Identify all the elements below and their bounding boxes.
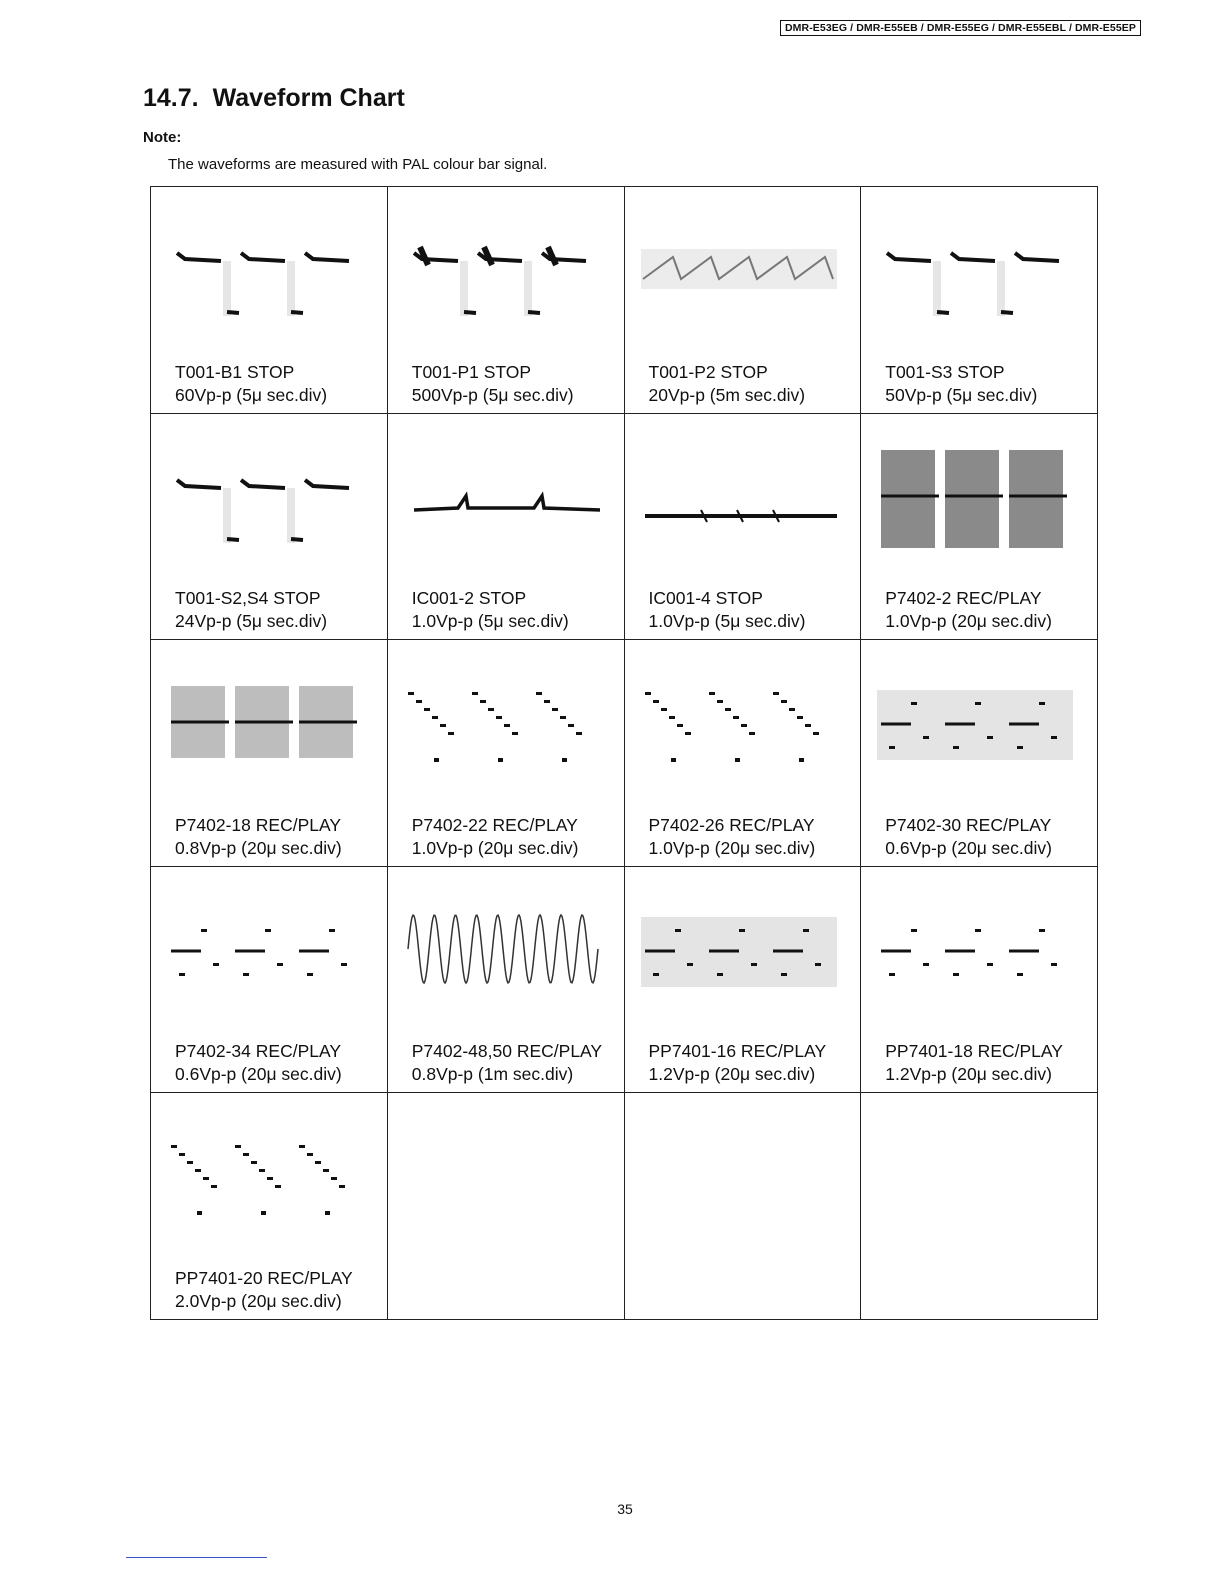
waveform-step [416, 700, 422, 703]
waveform-graphic [641, 662, 841, 802]
waveform-step [179, 973, 185, 976]
waveform-step [911, 929, 917, 932]
waveform-graphic [641, 209, 841, 349]
waveform-test-point: P7402-48,50 REC/PLAY [411, 1041, 603, 1062]
waveform-step [243, 1153, 249, 1156]
waveform-graphic [877, 889, 1077, 1029]
waveform-spec: 1.2Vp-p (20μ sec.div) [885, 1064, 1052, 1085]
section-number: 14.7. [143, 84, 199, 112]
waveform-dot [799, 758, 804, 762]
waveform-dot [671, 758, 676, 762]
waveform-test-point: T001-B1 STOP [175, 361, 295, 382]
waveform-spec: 2.0Vp-p (20μ sec.div) [175, 1291, 342, 1311]
waveform-step [544, 700, 550, 703]
waveform-step [717, 700, 723, 703]
waveform-test-point: PP7401-16 REC/PLAY [648, 1041, 827, 1062]
waveform-step [568, 724, 574, 727]
waveform-step [552, 708, 558, 711]
waveform-cell [151, 1093, 388, 1320]
waveform-shade [223, 488, 231, 543]
waveform-test-point: P7402-30 REC/PLAY [885, 814, 1052, 835]
waveform-step [675, 929, 681, 932]
waveform-caption [885, 587, 1052, 633]
waveform-trough [937, 312, 949, 313]
waveform-test-point: T001-S3 STOP [885, 361, 1005, 382]
waveform-step [687, 963, 693, 966]
waveform-step [275, 1185, 281, 1188]
waveform-step [751, 963, 757, 966]
waveform-spec: 0.6Vp-p (20μ sec.div) [885, 837, 1052, 858]
waveform-step [677, 724, 683, 727]
waveform-step [408, 692, 414, 695]
waveform-step [277, 963, 283, 966]
waveform-spec: 1.0Vp-p (20μ sec.div) [411, 837, 579, 858]
waveform-cell [861, 640, 1098, 867]
waveform-trace [414, 496, 600, 510]
waveform-step [179, 1153, 185, 1156]
waveform-step [725, 708, 731, 711]
waveform-cell [151, 187, 388, 414]
waveform-step [661, 708, 667, 711]
waveform-caption [649, 361, 806, 407]
waveform-grid [150, 186, 1098, 1320]
waveform-test-point: P7402-22 REC/PLAY [411, 814, 578, 835]
waveform-test-point: P7402-34 REC/PLAY [175, 1041, 342, 1062]
waveform-step [323, 1169, 329, 1172]
waveform-step [1051, 963, 1057, 966]
model-header: DMR-E53EG / DMR-E55EB / DMR-E55EG / DMR-E55EBL / DMR-E55EP [780, 20, 1141, 36]
waveform-cell [151, 640, 388, 867]
waveform-graphic [404, 209, 604, 349]
waveform-step [975, 702, 981, 705]
waveform-step [685, 732, 691, 735]
waveform-shade [287, 488, 295, 543]
waveform-test-point: T001-P1 STOP [411, 361, 532, 382]
waveform-caption [649, 1040, 827, 1086]
waveform-step [653, 700, 659, 703]
waveform-step [813, 732, 819, 735]
waveform-step [339, 1185, 345, 1188]
waveform-step [669, 716, 675, 719]
waveform-step [195, 1169, 201, 1172]
waveform-cell [388, 414, 625, 641]
waveform-caption [175, 814, 342, 860]
waveform-step [251, 1161, 257, 1164]
waveform-step [923, 963, 929, 966]
section-title-text: Waveform Chart [212, 84, 405, 112]
waveform-step [1017, 746, 1023, 749]
waveform-step [259, 1169, 265, 1172]
waveform-trace [887, 253, 931, 261]
waveform-shade [524, 261, 532, 316]
empty-cell [861, 1093, 1098, 1320]
waveform-caption [175, 361, 327, 407]
waveform-step [424, 708, 430, 711]
waveform-dot [434, 758, 439, 762]
waveform-spec: 60Vp-p (5μ sec.div) [175, 384, 328, 405]
waveform-cell [861, 867, 1098, 1094]
waveform-spec: 0.8Vp-p (1m sec.div) [411, 1064, 574, 1085]
waveform-step [341, 963, 347, 966]
waveform-step [889, 973, 895, 976]
note-text: The waveforms are measured with PAL colour bar signal. [168, 156, 548, 173]
waveform-step [987, 736, 993, 739]
waveform-step [480, 700, 486, 703]
waveform-step [805, 724, 811, 727]
waveform-step [1039, 929, 1045, 932]
waveform-caption [412, 587, 569, 633]
section-title [143, 84, 405, 113]
waveform-cell [151, 867, 388, 1094]
waveform-step [773, 692, 779, 695]
waveform-spike [420, 247, 428, 265]
waveform-trough [528, 312, 540, 313]
waveform-step [1039, 702, 1045, 705]
waveform-caption [412, 361, 574, 407]
waveform-cell [625, 187, 862, 414]
waveform-cell [388, 187, 625, 414]
waveform-step [803, 929, 809, 932]
waveform-trace [177, 480, 221, 488]
waveform-caption [885, 1040, 1063, 1086]
waveform-caption [649, 587, 806, 633]
waveform-dot [735, 758, 740, 762]
waveform-test-point: PP7401-18 REC/PLAY [885, 1041, 1063, 1062]
waveform-test-point: P7402-26 REC/PLAY [648, 814, 815, 835]
waveform-step [987, 963, 993, 966]
waveform-step [797, 716, 803, 719]
empty-cell [388, 1093, 625, 1320]
waveform-step [235, 1145, 241, 1148]
waveform-graphic [167, 436, 367, 576]
waveform-trace [305, 253, 349, 261]
waveform-graphic [877, 662, 1077, 802]
waveform-step [299, 1145, 305, 1148]
waveform-trough [291, 539, 303, 540]
waveform-trace [177, 253, 221, 261]
waveform-spec: 500Vp-p (5μ sec.div) [411, 384, 574, 405]
waveform-step [781, 973, 787, 976]
waveform-spec: 1.2Vp-p (20μ sec.div) [648, 1064, 816, 1085]
waveform-dot [498, 758, 503, 762]
waveform-spec: 0.6Vp-p (20μ sec.div) [175, 1064, 342, 1085]
waveform-step [496, 716, 502, 719]
waveform-step [709, 692, 715, 695]
waveform-caption [412, 1040, 602, 1086]
waveform-shade [933, 261, 941, 316]
waveform-step [171, 1145, 177, 1148]
waveform-step [472, 692, 478, 695]
waveform-cell [625, 867, 862, 1094]
waveform-caption [885, 361, 1037, 407]
waveform-cell [625, 640, 862, 867]
waveform-step [243, 973, 249, 976]
waveform-burst [945, 450, 999, 548]
waveform-graphic [404, 436, 604, 576]
waveform-step [953, 973, 959, 976]
waveform-test-point: P7402-2 REC/PLAY [885, 588, 1042, 609]
waveform-step [733, 716, 739, 719]
page-number: 35 [617, 1501, 633, 1517]
waveform-spec: 1.0Vp-p (20μ sec.div) [648, 837, 816, 858]
waveform-caption [412, 814, 579, 860]
waveform-step [488, 708, 494, 711]
waveform-spec: 0.8Vp-p (20μ sec.div) [175, 837, 342, 858]
waveform-step [560, 716, 566, 719]
waveform-cell [861, 414, 1098, 641]
waveform-step [440, 724, 446, 727]
waveform-step [953, 746, 959, 749]
waveform-dot [261, 1211, 266, 1215]
waveform-trace [1015, 253, 1059, 261]
waveform-graphic [404, 889, 604, 1029]
waveform-burst [1009, 450, 1063, 548]
waveform-test-point: IC001-4 STOP [648, 588, 763, 609]
waveform-step [536, 692, 542, 695]
waveform-graphic [167, 209, 367, 349]
waveform-dot [197, 1211, 202, 1215]
waveform-trough [291, 312, 303, 313]
waveform-spike [548, 247, 556, 265]
waveform-step [203, 1177, 209, 1180]
waveform-step [739, 929, 745, 932]
waveform-test-point: PP7401-20 REC/PLAY [175, 1268, 353, 1288]
footer-rule [126, 1557, 267, 1558]
waveform-step [329, 929, 335, 932]
waveform-cell [388, 640, 625, 867]
waveform-burst [881, 450, 935, 548]
waveform-step [201, 929, 207, 932]
waveform-step [307, 1153, 313, 1156]
waveform-trough [464, 312, 476, 313]
waveform-trace [241, 480, 285, 488]
waveform-trace [951, 253, 995, 261]
waveform-trace [305, 480, 349, 488]
waveform-dot [325, 1211, 330, 1215]
waveform-step [653, 973, 659, 976]
waveform-spec: 1.0Vp-p (20μ sec.div) [885, 611, 1052, 632]
waveform-spec: 24Vp-p (5μ sec.div) [175, 611, 328, 632]
waveform-step [1051, 736, 1057, 739]
waveform-graphic [167, 1115, 367, 1255]
waveform-caption [885, 814, 1052, 860]
waveform-step [1017, 973, 1023, 976]
waveform-step [448, 732, 454, 735]
waveform-cell [388, 867, 625, 1094]
waveform-shade [223, 261, 231, 316]
waveform-step [749, 732, 755, 735]
waveform-graphic [404, 662, 604, 802]
waveform-graphic [167, 889, 367, 1029]
waveform-dot [562, 758, 567, 762]
waveform-step [267, 1177, 273, 1180]
waveform-step [789, 708, 795, 711]
waveform-spec: 1.0Vp-p (5μ sec.div) [411, 611, 569, 632]
waveform-spike [484, 247, 492, 265]
waveform-step [187, 1161, 193, 1164]
waveform-caption [175, 1267, 353, 1313]
waveform-graphic [641, 889, 841, 1029]
waveform-graphic [167, 662, 367, 802]
waveform-step [889, 746, 895, 749]
waveform-step [213, 963, 219, 966]
waveform-caption [175, 587, 327, 633]
waveform-spec: 1.0Vp-p (5μ sec.div) [648, 611, 806, 632]
waveform-step [512, 732, 518, 735]
waveform-trough [227, 539, 239, 540]
waveform-cell [151, 414, 388, 641]
waveform-shade [997, 261, 1005, 316]
waveform-shade [460, 261, 468, 316]
waveform-step [432, 716, 438, 719]
waveform-graphic [877, 436, 1077, 576]
waveform-step [504, 724, 510, 727]
waveform-test-point: T001-S2,S4 STOP [175, 588, 321, 609]
waveform-test-point: T001-P2 STOP [648, 361, 768, 382]
waveform-step [211, 1185, 217, 1188]
waveform-step [331, 1177, 337, 1180]
waveform-step [307, 973, 313, 976]
waveform-step [265, 929, 271, 932]
waveform-trace [408, 915, 598, 983]
waveform-step [315, 1161, 321, 1164]
waveform-spec: 20Vp-p (5m sec.div) [648, 384, 806, 405]
waveform-caption [175, 1040, 342, 1086]
waveform-cell [861, 187, 1098, 414]
waveform-step [645, 692, 651, 695]
waveform-step [576, 732, 582, 735]
waveform-step [975, 929, 981, 932]
waveform-trough [227, 312, 239, 313]
waveform-step [717, 973, 723, 976]
waveform-spec: 50Vp-p (5μ sec.div) [885, 384, 1038, 405]
waveform-test-point: P7402-18 REC/PLAY [175, 814, 342, 835]
waveform-graphic [877, 209, 1077, 349]
waveform-step [741, 724, 747, 727]
waveform-step [923, 736, 929, 739]
waveform-step [911, 702, 917, 705]
waveform-test-point: IC001-2 STOP [411, 588, 527, 609]
waveform-cell [625, 414, 862, 641]
waveform-step [815, 963, 821, 966]
waveform-caption [649, 814, 816, 860]
waveform-trace [241, 253, 285, 261]
waveform-shade [287, 261, 295, 316]
waveform-trough [1001, 312, 1013, 313]
waveform-step [781, 700, 787, 703]
note-label: Note: [143, 129, 182, 146]
waveform-graphic [641, 436, 841, 576]
empty-cell [625, 1093, 862, 1320]
